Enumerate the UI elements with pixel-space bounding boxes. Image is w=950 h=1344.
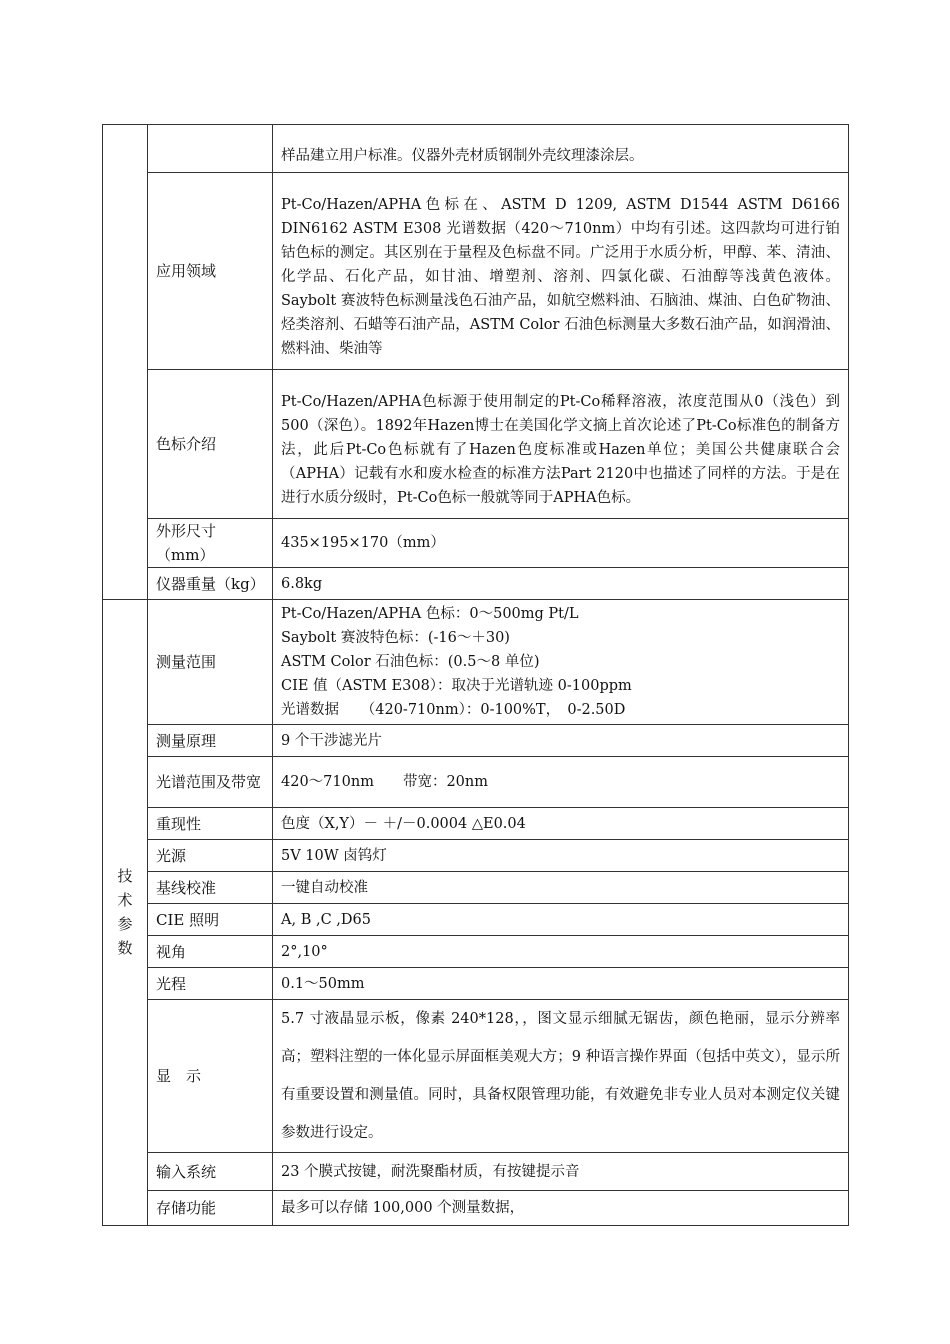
spec-table	[102, 124, 849, 1226]
input-label: 输入系统	[148, 1153, 273, 1191]
view-label: 视角	[148, 936, 273, 968]
light-label: 光源	[148, 840, 273, 872]
repeat-value: 色度（X,Y）－ ＋/－0.0004 △E0.04	[273, 808, 849, 840]
label-cell-blank	[148, 125, 273, 173]
range-line: CIE 值（ASTM E308）：取决于光谱轨迹 0-100ppm	[281, 678, 632, 694]
group-label-cell	[103, 600, 148, 1226]
app-label: 应用领域	[148, 173, 273, 370]
spectrum-value: 420～710nm 带宽：20nm	[273, 757, 849, 808]
repeat-label: 重现性	[148, 808, 273, 840]
display-text: 5.7 寸液晶显示板，像素 240*128，，图文显示细腻无锯齿，颜色艳丽，显示分辨率高；塑料注塑的一体化显示屏面框美观大方；9 种语言操作界面（包括中英文），显示所有重要设置和测量值。同时，具备权限管理功能，有效避免非专业人员对本测定仪关键参数进行设定。	[273, 1000, 849, 1153]
storage-label: 存储功能	[148, 1191, 273, 1226]
principle-label: 测量原理	[148, 725, 273, 757]
spectrum-label: 光谱范围及带宽	[148, 757, 273, 808]
size-value: 435×195×170（mm）	[273, 519, 849, 568]
path-label: 光程	[148, 968, 273, 1000]
range-line: Pt-Co/Hazen/APHA 色标：0～500mg Pt/L	[281, 606, 579, 622]
size-label: 外形尺寸（mm）	[148, 519, 273, 568]
light-value: 5V 10W 卤钨灯	[273, 840, 849, 872]
baseline-label: 基线校准	[148, 872, 273, 904]
weight-value: 6.8kg	[273, 568, 849, 600]
group-label: 技术参数	[117, 867, 133, 957]
range-value	[273, 600, 849, 725]
app-text: Pt-Co/Hazen/APHA色标在、ASTM D 1209, ASTM D1544 ASTM D6166 DIN6162 ASTM E308 光谱数据（420～710nm）中均有引述。这四款均可进行铂钴色标的测定。其区别在于量程及色标盘不同。广泛用于水质分析，甲醇、苯、清油、化学品、石化产品，如甘油、增塑剂、溶剂、四氯化碳、石油醇等浅黄色液体。Saybolt 赛波特色标测量浅色石油产品，如航空燃料油、石脑油、煤油、白色矿物油、烃类溶剂、石蜡等石油产品，ASTM Color 石油色标测量大多数石油产品，如润滑油、燃料油、柴油等	[273, 173, 849, 370]
principle-value: 9 个干涉滤光片	[273, 725, 849, 757]
group-cell-blank	[103, 125, 148, 600]
input-value: 23 个膜式按键，耐洗聚酯材质，有按键提示音	[273, 1153, 849, 1191]
weight-label: 仪器重量（kg）	[148, 568, 273, 600]
baseline-value: 一键自动校准	[273, 872, 849, 904]
cie-label: CIE 照明	[148, 904, 273, 936]
display-label: 显 示	[148, 1000, 273, 1153]
range-line: Saybolt 赛波特色标：(-16～＋30)	[281, 630, 510, 646]
row-first-value: 样品建立用户标准。仪器外壳材质钢制外壳纹理漆涂层。	[273, 125, 849, 173]
range-label: 测量范围	[148, 600, 273, 725]
cie-value: A, B ,C ,D65	[273, 904, 849, 936]
path-value: 0.1～50mm	[273, 968, 849, 1000]
view-value: 2°,10°	[273, 936, 849, 968]
storage-value: 最多可以存储 100,000 个测量数据，	[273, 1191, 849, 1226]
color-label: 色标介绍	[148, 370, 273, 519]
range-line: ASTM Color 石油色标：(0.5～8 单位)	[281, 654, 540, 670]
color-text: Pt-Co/Hazen/APHA色标源于使用制定的Pt-Co稀释溶液，浓度范围从0（浅色）到500（深色）。1892年Hazen博士在美国化学文摘上首次论述了Pt-Co标准色的制备方法，此后Pt-Co色标就有了Hazen色度标准或Hazen单位；美国公共健康联合会（APHA）记载有水和废水检查的标准方法Part 2120中也描述了同样的方法。于是在进行水质分级时，Pt-Co色标一般就等同于APHA色标。	[273, 370, 849, 519]
range-line: 光谱数据 （420-710nm）：0-100%T， 0-2.50D	[281, 702, 626, 718]
